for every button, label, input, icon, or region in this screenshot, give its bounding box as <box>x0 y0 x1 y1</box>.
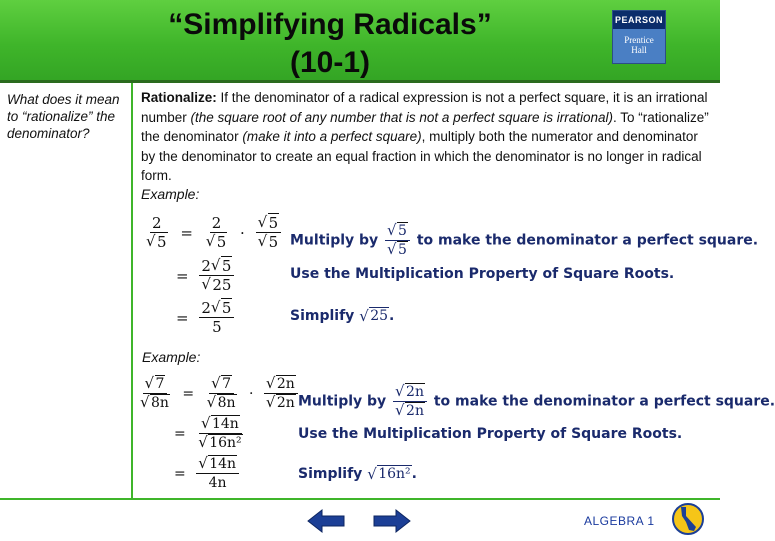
radicand: 2n <box>406 384 424 400</box>
denominator <box>144 233 170 251</box>
fraction <box>385 222 410 259</box>
denominator <box>256 233 282 251</box>
radicand: 5 <box>268 214 279 232</box>
denominator <box>205 394 239 412</box>
definition-text-3: . To “rationalize” the denominator <box>141 109 709 144</box>
equals-sign: = <box>180 223 193 242</box>
left-arrow-icon <box>308 510 344 532</box>
example-1-equation-3 <box>172 299 236 336</box>
coefficient: 2 <box>201 299 211 317</box>
sqrt <box>387 241 408 259</box>
sqrt <box>258 233 280 251</box>
sqrt <box>266 394 296 412</box>
fraction <box>264 375 298 412</box>
coefficient: 2 <box>201 257 211 275</box>
sqrt <box>258 214 280 232</box>
radicand: 14n <box>211 416 239 432</box>
sqrt <box>211 257 233 275</box>
dot-operator: · <box>248 385 254 402</box>
previous-slide-button[interactable] <box>308 510 344 532</box>
example-1-step-2: Use the Multiplication Property of Square Roots. <box>290 266 675 282</box>
equals-sign: = <box>174 465 186 482</box>
sqrt <box>395 402 425 420</box>
radicand: 2n <box>276 376 295 392</box>
fraction <box>256 214 282 251</box>
radicand: 16n² <box>378 466 411 482</box>
definition-text-2: (the square root of any number that is not a perfect square is irrational) <box>190 109 613 125</box>
numerator <box>199 415 242 434</box>
example-2-equation-2 <box>170 415 247 452</box>
definition-text-4: (make it into a perfect square) <box>242 129 422 144</box>
radicand: 7 <box>155 376 165 392</box>
header-banner <box>0 0 720 82</box>
right-arrow-icon <box>374 510 410 532</box>
logo-line-1: Prentice <box>624 35 654 45</box>
equals-sign: = <box>182 385 195 402</box>
numerator <box>196 455 239 474</box>
fraction <box>204 214 230 251</box>
fraction <box>199 257 234 294</box>
example-1-equation-2 <box>172 257 236 294</box>
radicand: 5 <box>216 233 227 251</box>
definition-paragraph <box>141 88 713 186</box>
title-line-1: “Simplifying Radicals” <box>168 8 492 41</box>
slide-title <box>120 6 540 82</box>
numerator <box>209 375 234 394</box>
radicand: 14n <box>209 456 237 472</box>
main-content <box>141 88 713 202</box>
step-text: Simplify <box>290 308 355 324</box>
radicand: 5 <box>221 257 232 275</box>
numerator <box>199 299 234 318</box>
denominator: 5 <box>212 318 222 336</box>
fraction <box>196 415 244 452</box>
sqrt <box>395 383 425 401</box>
denominator <box>204 233 230 251</box>
radicand: 8n <box>217 395 236 411</box>
sqrt <box>198 434 242 452</box>
numerator: 2 <box>152 214 162 232</box>
footer-divider <box>0 498 720 500</box>
radicand: 5 <box>268 233 279 251</box>
sqrt <box>207 394 237 412</box>
radicand: 5 <box>221 299 232 317</box>
sqrt <box>201 415 240 433</box>
sqrt <box>198 455 237 473</box>
example-2-step-3 <box>298 466 417 482</box>
definition-term: Rationalize: <box>141 90 217 105</box>
logo-bottom <box>613 29 665 63</box>
equals-sign: = <box>174 425 186 442</box>
radicand: 8n <box>151 395 169 411</box>
radicand: 25 <box>212 276 232 294</box>
numerator <box>385 222 410 241</box>
definition-text-5: , multiply both the numerator and denominator by the denominator to create an equal fraction in which the denominator is no longer in radical form. <box>141 129 702 183</box>
denominator: 4n <box>208 475 227 491</box>
fraction <box>144 214 170 251</box>
fraction <box>393 383 427 420</box>
numerator <box>199 257 234 276</box>
step-text: . <box>389 308 395 324</box>
example-1-label: Example: <box>141 185 200 202</box>
denominator <box>196 434 244 452</box>
sidebar-question: What does it mean to “rationalize” the denominator? <box>7 92 120 141</box>
step-text: . <box>411 466 417 482</box>
example-1-equation-1 <box>142 214 283 251</box>
california-state-icon <box>672 502 704 536</box>
sqrt <box>359 308 389 324</box>
numerator <box>256 214 282 233</box>
radicand: 5 <box>157 233 167 251</box>
denominator <box>138 394 172 412</box>
numerator: 2 <box>211 214 222 232</box>
sqrt <box>146 233 168 251</box>
fraction <box>199 299 234 336</box>
dot-operator: · <box>240 223 245 242</box>
step-text: Multiply by <box>290 232 379 249</box>
radicand: 2n <box>276 395 295 411</box>
sqrt <box>211 299 233 317</box>
step-text: to make the denominator a perfect square. <box>433 393 775 410</box>
step-text: Multiply by <box>298 393 387 410</box>
example-2-step-1 <box>298 383 775 420</box>
numerator <box>143 375 168 394</box>
radicand: 7 <box>222 376 231 392</box>
step-text: Simplify <box>298 466 363 482</box>
logo-line-2: Hall <box>631 45 647 55</box>
logo-top: PEARSON <box>613 11 665 29</box>
radicand: 2n <box>406 403 424 419</box>
example-2-equation-1 <box>136 375 300 412</box>
sqrt <box>387 222 408 240</box>
equals-sign: = <box>176 266 189 285</box>
pearson-logo <box>612 10 666 64</box>
denominator <box>385 241 410 259</box>
denominator <box>199 276 234 294</box>
example-1-step-1 <box>290 222 758 259</box>
radicand: 5 <box>398 223 407 239</box>
equals-sign: = <box>176 308 189 327</box>
definition-text-1: If the denominator of a radical expression is not a perfect square, it is an irrational number <box>141 90 708 125</box>
radicand: 16n² <box>209 435 242 451</box>
example-2-step-2: Use the Multiplication Property of Square Roots. <box>298 426 683 442</box>
example-2-equation-3 <box>170 455 241 492</box>
radicand: 5 <box>398 242 407 258</box>
radicand: 25 <box>370 308 389 324</box>
step-text: to make the denominator a perfect square. <box>416 232 759 249</box>
sqrt <box>201 276 232 294</box>
next-slide-button[interactable] <box>374 510 410 532</box>
sidebar <box>0 83 133 498</box>
denominator <box>393 402 427 420</box>
sqrt <box>145 375 166 393</box>
sqrt <box>367 466 411 482</box>
course-label: ALGEBRA 1 <box>584 514 655 528</box>
numerator <box>393 383 427 402</box>
sqrt <box>211 375 232 393</box>
title-line-2: (10-1) <box>289 46 371 79</box>
fraction <box>196 455 239 492</box>
sqrt <box>206 233 228 251</box>
fraction <box>138 375 172 412</box>
sqrt <box>140 394 170 412</box>
example-2-label: Example: <box>142 349 201 365</box>
denominator <box>264 394 298 412</box>
example-1-step-3 <box>290 308 394 324</box>
fraction <box>205 375 239 412</box>
sqrt <box>266 375 296 393</box>
numerator <box>264 375 298 394</box>
